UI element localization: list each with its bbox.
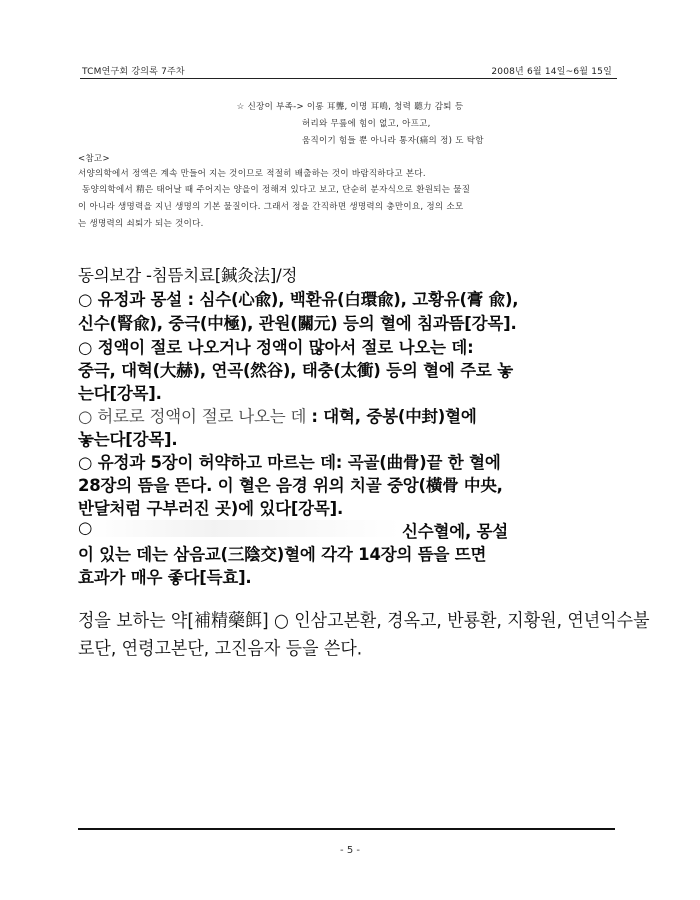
- header-rule: [80, 78, 617, 79]
- main-line-12: 신수혈에, 몽설: [402, 522, 509, 541]
- main-line-4: ○ 정액이 절로 나오거나 정액이 많아서 절로 나오는 데:: [78, 338, 474, 357]
- main-line-2: ○ 유정과 몽설 : 심수(心兪), 백환유(白環兪), 고황유(膏 兪),: [78, 290, 519, 309]
- main-line-7-faint: ○ 허로로 정액이 절로 나오는 데: [78, 407, 312, 426]
- page-number: - 5 -: [340, 845, 360, 856]
- intro-star-line: ☆ 신장이 부족-> 이롱 耳聾, 이명 耳鳴, 청력 聽力 감퇴 등: [236, 102, 464, 112]
- note-heading: <참고>: [78, 154, 110, 164]
- main-line-14: 효과가 매우 좋다[득효].: [78, 568, 252, 587]
- main-line-8: 놓는다[강목].: [78, 430, 178, 449]
- main-line-7: [78, 403, 477, 427]
- main-line-11: 반달처럼 구부러진 곳)에 있다[강목].: [78, 499, 344, 518]
- footer-rule: [78, 828, 615, 830]
- note-paragraph-2-line-2: 이 아니라 생명력을 지닌 생명의 기본 물질이다. 그래서 정을 간직하면 생명력의 충만이요, 정의 소모: [78, 202, 464, 212]
- faded-text-region: [90, 520, 400, 537]
- main-title: 동의보감 -침뜸치료[鍼灸法]/정: [78, 266, 298, 285]
- main-line-12-mark: ○: [78, 518, 93, 537]
- main-line-10: 28장의 뜸을 뜬다. 이 혈은 음경 위의 치골 중앙(橫骨 中央,: [78, 476, 503, 495]
- note-paragraph-2-line-1: 동양의학에서 精은 태어날 때 주어지는 양을이 정해져 있다고 보고, 단순히 분자식으로 환원되는 물질: [82, 185, 471, 195]
- main-line-3: 신수(腎兪), 중극(中極), 관원(關元) 등의 혈에 침과뜸[강목].: [78, 314, 517, 333]
- section-line-2: 로단, 연령고본단, 고진음자 등을 쓴다.: [78, 638, 363, 660]
- note-paragraph-2-line-3: 는 생명력의 쇠퇴가 되는 것이다.: [78, 219, 204, 229]
- note-paragraph-1: 서양의학에서 정액은 계속 만들어 지는 것이므로 적절히 배출하는 것이 바람직하다고 본다.: [78, 169, 426, 179]
- intro-line-2: 허리와 무릎에 힘이 없고, 아프고,: [302, 119, 431, 129]
- intro-line-3: 움직이기 힘들 뿐 아니라 통자(痛의 정) 도 탁함: [302, 136, 484, 146]
- header-right: 2008년 6월 14일~6월 15일: [491, 67, 612, 77]
- main-line-7-bold: : 대혁, 중봉(中封)혈에: [311, 407, 477, 426]
- main-line-5: 중극, 대혁(大赫), 연곡(然谷), 태충(太衝) 등의 혈에 주로 놓: [78, 361, 513, 380]
- main-line-6: 는다[강목].: [78, 384, 162, 403]
- main-line-13: 이 있는 데는 삼음교(三陰交)혈에 각각 14장의 뜸을 뜨면: [78, 545, 487, 564]
- main-line-9: ○ 유정과 5장이 허약하고 마르는 데: 곡골(曲骨)끝 한 혈에: [78, 453, 501, 472]
- section-line-1: 정을 보하는 약[補精藥餌] ○ 인삼고본환, 경옥고, 반룡환, 지황원, 연년익수불: [78, 610, 650, 632]
- header-left: TCM연구회 강의록 7주차: [82, 67, 185, 77]
